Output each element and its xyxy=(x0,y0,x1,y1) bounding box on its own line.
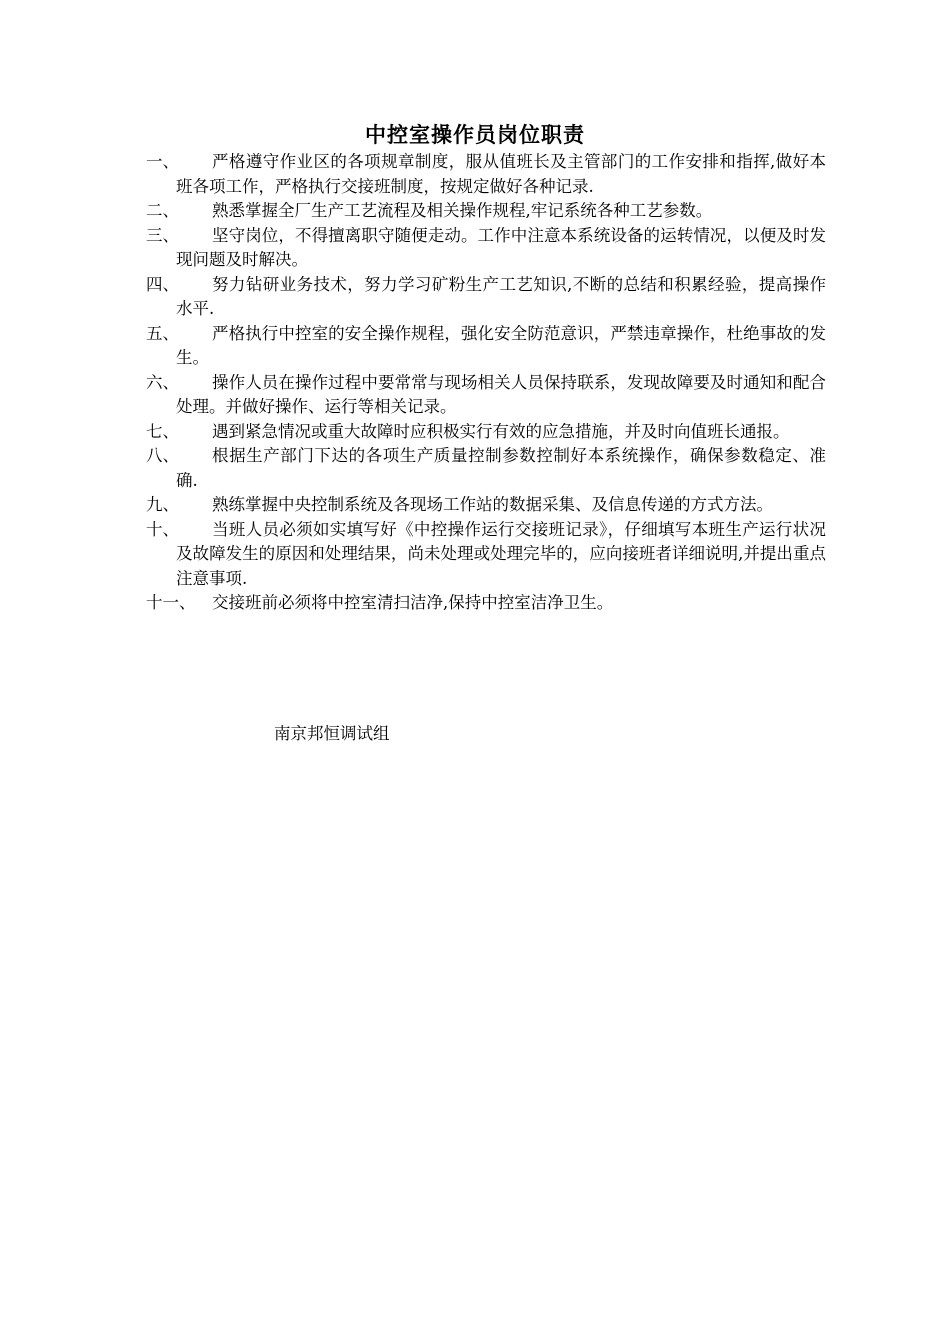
duty-number: 七、 xyxy=(146,421,179,441)
duty-text: 交接班前必须将中控室清扫洁净,保持中控室洁净卫生。 xyxy=(212,593,614,612)
duty-item xyxy=(146,322,826,371)
duty-list xyxy=(146,150,826,616)
duty-item xyxy=(146,444,826,493)
duty-text: 熟悉掌握全厂生产工艺流程及相关操作规程,牢记系统各种工艺参数。 xyxy=(212,201,713,220)
duty-text: 努力钻研业务技术，努力学习矿粉生产工艺知识,不断的总结和积累经验，提高操作水平. xyxy=(176,274,826,318)
duty-item xyxy=(146,224,826,273)
duty-number: 六、 xyxy=(146,372,179,392)
duty-text: 操作人员在操作过程中要常常与现场相关人员保持联系，发现故障要及时通知和配合处理。并做好操作、运行等相关记录。 xyxy=(176,372,826,416)
document-title: 中控室操作员岗位职责 xyxy=(365,122,585,147)
duty-item xyxy=(146,591,826,616)
duty-item xyxy=(146,199,826,224)
duty-number: 四、 xyxy=(146,274,179,294)
duty-text: 严格遵守作业区的各项规章制度，服从值班长及主管部门的工作安排和指挥,做好本班各项工作，严格执行交接班制度，按规定做好各种记录. xyxy=(176,152,826,196)
duty-number: 十一、 xyxy=(146,593,196,612)
duty-item xyxy=(146,150,826,199)
duty-text: 熟练掌握中央控制系统及各现场工作站的数据采集、及信息传递的方式方法。 xyxy=(212,495,773,514)
duty-number: 一、 xyxy=(146,152,179,171)
duty-text: 当班人员必须如实填写好《中控操作运行交接班记录》，仔细填写本班生产运行状况及故障发生的原因和处理结果，尚未处理或处理完毕的，应向接班者详细说明,并提出重点注意事项. xyxy=(176,519,826,588)
duty-item xyxy=(146,371,826,420)
duty-item xyxy=(146,273,826,322)
duty-text: 坚守岗位，不得擅离职守随便走动。工作中注意本系统设备的运转情况，以便及时发现问题及时解决。 xyxy=(176,225,826,269)
duty-number: 二、 xyxy=(146,201,179,220)
duty-text: 遇到紧急情况或重大故障时应积极实行有效的应急措施，并及时向值班长通报。 xyxy=(212,421,790,441)
signature: 南京邦恒调试组 xyxy=(274,724,390,743)
duty-number: 十、 xyxy=(146,519,179,539)
duty-text: 根据生产部门下达的各项生产质量控制参数控制好本系统操作，确保参数稳定、准确. xyxy=(176,446,826,490)
duty-text: 严格执行中控室的安全操作规程，强化安全防范意识，严禁违章操作，杜绝事故的发生。 xyxy=(176,323,826,367)
duty-item xyxy=(146,518,826,592)
duty-item xyxy=(146,420,826,445)
duty-number: 八、 xyxy=(146,446,179,465)
duty-number: 五、 xyxy=(146,323,179,343)
duty-number: 三、 xyxy=(146,225,179,245)
duty-item xyxy=(146,493,826,518)
duty-number: 九、 xyxy=(146,495,179,514)
